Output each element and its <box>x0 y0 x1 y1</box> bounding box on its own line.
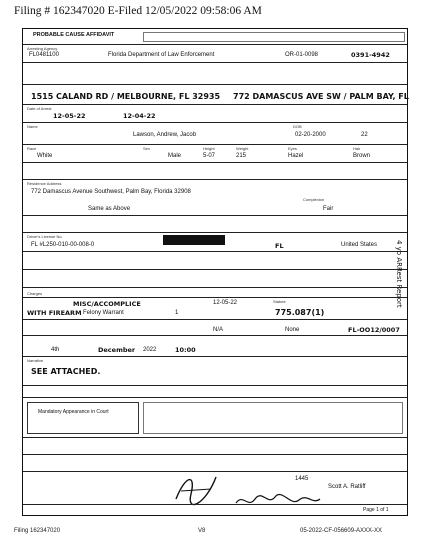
race: White <box>37 153 53 159</box>
dl-number: FL #L250-010-00-008-0 <box>31 242 95 248</box>
hair: Brown <box>353 153 371 159</box>
rule <box>23 504 407 505</box>
height-label: Height <box>203 146 215 151</box>
complexion: Fair <box>323 206 334 212</box>
signature-2 <box>233 491 323 511</box>
rule <box>23 251 407 252</box>
counts: 1 <box>175 310 179 316</box>
ori-number: OR-01-0098 <box>285 52 319 58</box>
charge-line-1: MISC/ACCOMPLICE <box>73 300 141 308</box>
rule <box>23 144 407 145</box>
appearance-label: Mandatory Appearance in Court <box>38 409 109 415</box>
rule <box>23 62 407 63</box>
defendant-name: Lawson, Andrew, Jacob <box>133 132 197 138</box>
side-note: 4 yo ARRest Report <box>395 240 403 308</box>
rule <box>23 335 407 336</box>
statute: 775.087(1) <box>275 308 325 317</box>
page-number: Page 1 of 1 <box>363 507 389 513</box>
agency-id: FL0481100 <box>29 52 59 58</box>
age: 22 <box>361 132 368 138</box>
charges-label: Charges <box>27 291 43 296</box>
rule <box>23 454 407 455</box>
arrest-date: 12-05-22 <box>53 112 86 120</box>
agency-id-label: Arresting Agency <box>27 46 58 51</box>
arrest-time: 12-04-22 <box>123 112 156 120</box>
rule <box>23 269 407 270</box>
charge-status: Felony Warrant <box>83 310 124 316</box>
probable-cause-form <box>22 28 408 516</box>
dob-label: DOB <box>293 124 302 129</box>
weight-label: Weight <box>236 146 249 151</box>
residence-label: Residence Address <box>27 181 62 186</box>
rule <box>23 122 407 123</box>
hair-label: Hair <box>353 146 361 151</box>
statute-label: Statute <box>273 299 286 304</box>
weight: 215 <box>236 153 247 159</box>
rule <box>23 437 407 438</box>
mailing-address: Same as Above <box>88 206 131 212</box>
rule <box>23 84 407 85</box>
narrative-text: SEE ATTACHED. <box>31 367 101 376</box>
height: 5-07 <box>203 153 216 159</box>
name-label: Name <box>27 124 38 129</box>
rule <box>23 397 407 398</box>
na-value: N/A <box>213 327 224 333</box>
officer-name: Scott A. Ratliff <box>328 484 366 490</box>
footer-left: Filing 162347020 <box>14 528 61 534</box>
case-number: 0391-4942 <box>351 51 390 59</box>
arrest-location: 1515 CALAND RD / MELBOURNE, FL 32935 <box>31 92 221 101</box>
sworn-day: 4th <box>51 347 60 353</box>
court-info-box <box>143 402 403 434</box>
complexion-label: Complexion <box>303 197 325 202</box>
eyes-label: Eyes <box>288 146 297 151</box>
footer-mid: V8 <box>198 528 206 534</box>
date-of-arrest-label: Date of Arrest <box>27 106 52 111</box>
rule <box>23 297 407 298</box>
sworn-year: 2022 <box>143 347 157 353</box>
rule <box>23 44 407 45</box>
dl-state: FL <box>275 242 284 250</box>
sworn-time: 10:00 <box>175 346 196 354</box>
dob: 02-20-2000 <box>295 132 326 138</box>
rule <box>23 232 407 233</box>
none-value: None <box>285 327 300 333</box>
sworn-month: December <box>98 346 136 354</box>
checkbox-row <box>143 32 405 42</box>
residence-address: 772 Damascus Avenue Southwest, Palm Bay, Florida 32908 <box>31 189 191 195</box>
race-label: Race <box>27 146 37 151</box>
agency-name: Florida Department of Law Enforcement <box>108 52 215 58</box>
rule <box>23 215 407 216</box>
filing-header: Filing # 162347020 E-Filed 12/05/2022 09:58:06 AM <box>14 5 262 17</box>
signature-1 <box>171 469 221 507</box>
officer-id: 1445 <box>295 476 309 482</box>
rule <box>23 287 407 288</box>
sex-label: Sex <box>143 146 150 151</box>
charge-line-2: WITH FIREARM <box>27 309 82 317</box>
address-of-arrest: 772 DAMASCUS AVE SW / PALM BAY, FL <box>233 92 409 101</box>
form-title: PROBABLE CAUSE AFFIDAVIT <box>33 32 115 38</box>
sex: Male <box>168 153 182 159</box>
eyes: Hazel <box>288 153 304 159</box>
footer-right: 05-2022-CF-056609-AXXX-XX <box>300 528 383 534</box>
citizenship: United States <box>341 242 378 248</box>
rule <box>23 162 407 163</box>
rule <box>23 179 407 180</box>
rule <box>23 356 407 357</box>
rule <box>23 104 407 105</box>
redaction-block <box>163 235 225 245</box>
warrant-date: 12-05-22 <box>213 300 238 306</box>
dl-label: Driver's License No. <box>27 234 63 239</box>
narrative-label: Narrative <box>27 358 44 363</box>
appearance-box <box>27 402 139 434</box>
rule <box>23 319 407 320</box>
rule <box>23 385 407 386</box>
case-reference: FL-OO12/0007 <box>348 326 400 334</box>
